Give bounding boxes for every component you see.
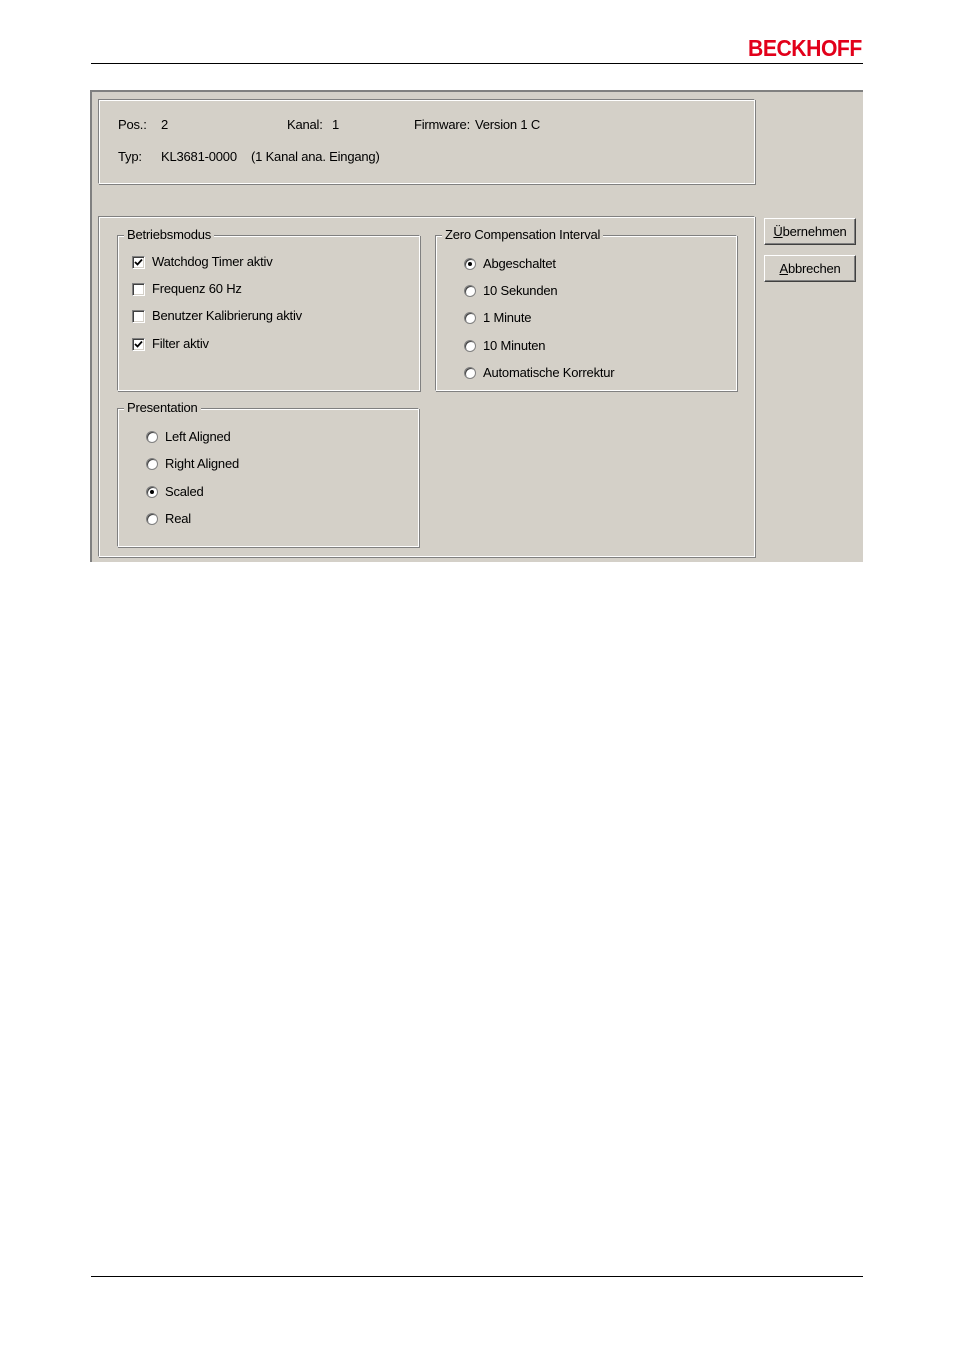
firmware-label: Firmware: <box>414 117 470 132</box>
pos-label: Pos.: <box>118 117 147 132</box>
10-minuten-radio[interactable] <box>464 340 476 352</box>
real-label: Real <box>165 511 191 526</box>
left-aligned-label: Left Aligned <box>165 429 231 444</box>
watchdog-timer-checkbox-row[interactable] <box>132 254 273 270</box>
typ-value: KL3681-0000 <box>161 149 237 164</box>
cancel-mnemonic: A <box>779 261 788 276</box>
1-minute-radio[interactable] <box>464 312 476 324</box>
1-minute-label: 1 Minute <box>483 310 532 325</box>
presentation-title: Presentation <box>124 400 201 416</box>
automatische-korrektur-radio[interactable] <box>464 367 476 379</box>
10-sekunden-label: 10 Sekunden <box>483 283 558 298</box>
right-aligned-radio[interactable] <box>146 458 158 470</box>
benutzer-kalibrierung-label: Benutzer Kalibrierung aktiv <box>152 308 302 323</box>
frequenz-60hz-label: Frequenz 60 Hz <box>152 281 242 296</box>
typ-label: Typ: <box>118 149 142 164</box>
scaled-radio[interactable] <box>146 486 158 498</box>
presentation-option-right-aligned[interactable] <box>146 456 239 472</box>
filter-aktiv-checkbox[interactable] <box>132 338 145 351</box>
zero-compensation-title: Zero Compensation Interval <box>442 227 603 243</box>
pos-value: 2 <box>161 117 169 132</box>
terminal-info-panel <box>98 99 755 184</box>
automatische-korrektur-label: Automatische Korrektur <box>483 365 615 380</box>
footer-rule <box>91 1276 863 1277</box>
watchdog-timer-label: Watchdog Timer aktiv <box>152 254 273 269</box>
frequenz-60hz-checkbox[interactable] <box>132 283 145 296</box>
zero-option-automatische-korrektur[interactable] <box>464 365 614 381</box>
presentation-option-scaled[interactable] <box>146 484 204 500</box>
10-minuten-label: 10 Minuten <box>483 338 546 353</box>
apply-mnemonic: Ü <box>773 224 783 239</box>
zero-option-abgeschaltet[interactable] <box>464 256 556 272</box>
zero-compensation-group <box>435 227 737 391</box>
presentation-option-left-aligned[interactable] <box>146 429 231 445</box>
real-radio[interactable] <box>146 513 158 525</box>
watchdog-timer-checkbox[interactable] <box>132 256 145 269</box>
abgeschaltet-radio[interactable] <box>464 258 476 270</box>
firmware-value: Version 1 C <box>475 117 541 132</box>
checkmark-icon <box>134 340 143 349</box>
cancel-label-rest: bbrechen <box>787 261 841 276</box>
zero-option-10-minuten[interactable] <box>464 338 545 354</box>
filter-aktiv-label: Filter aktiv <box>152 336 209 351</box>
zero-option-1-minute[interactable] <box>464 310 531 326</box>
kanal-value: 1 <box>332 117 340 132</box>
typ-description: (1 Kanal ana. Eingang) <box>251 149 380 164</box>
apply-button[interactable] <box>764 218 856 245</box>
scaled-label: Scaled <box>165 484 204 499</box>
apply-label-rest: bernehmen <box>782 224 847 239</box>
zero-option-10-sekunden[interactable] <box>464 283 557 299</box>
settings-panel <box>98 216 755 557</box>
checkmark-icon <box>134 258 143 267</box>
betriebsmodus-group <box>117 227 420 391</box>
benutzer-kalibrierung-checkbox[interactable] <box>132 310 145 323</box>
right-aligned-label: Right Aligned <box>165 456 240 471</box>
abgeschaltet-label: Abgeschaltet <box>483 256 556 271</box>
frequenz-60hz-checkbox-row[interactable] <box>132 281 242 297</box>
10-sekunden-radio[interactable] <box>464 285 476 297</box>
kanal-label: Kanal: <box>287 117 323 132</box>
beckhoff-logo: BECKHOFF <box>748 35 862 61</box>
left-aligned-radio[interactable] <box>146 431 158 443</box>
header-rule <box>91 63 863 64</box>
cancel-button[interactable] <box>764 255 856 282</box>
filter-aktiv-checkbox-row[interactable] <box>132 336 209 352</box>
benutzer-kalibrierung-checkbox-row[interactable] <box>132 308 302 324</box>
betriebsmodus-title: Betriebsmodus <box>124 227 214 243</box>
presentation-group <box>117 400 419 547</box>
presentation-option-real[interactable] <box>146 511 191 527</box>
terminal-settings-dialog <box>90 90 863 562</box>
